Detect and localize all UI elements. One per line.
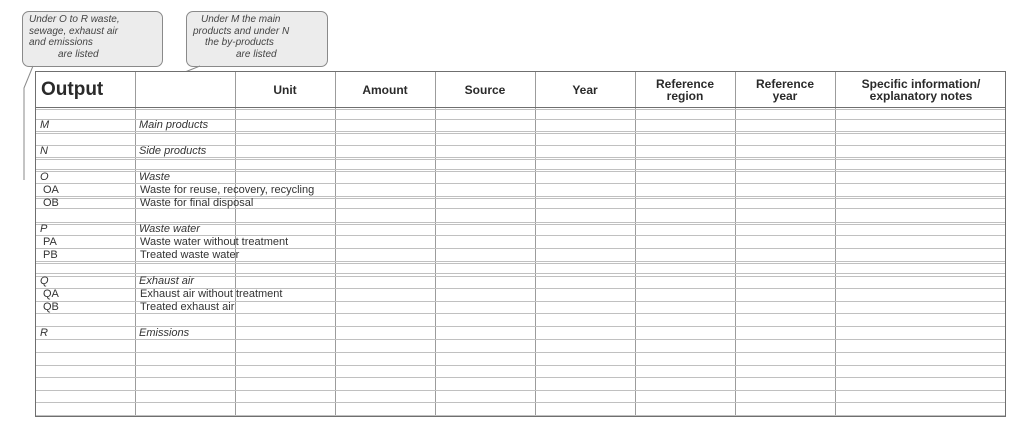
header-line: explanatory notes <box>869 88 973 103</box>
row-label: Waste for reuse, recovery, recycling <box>140 184 315 196</box>
row-code: QB <box>43 301 59 313</box>
callout-line: the by-products <box>205 37 274 48</box>
amount-header: Amount <box>362 82 408 97</box>
row-divider <box>36 109 1005 110</box>
specific-info-header <box>835 72 1007 107</box>
row-label: Exhaust air without treatment <box>140 288 283 300</box>
callout-line: Under M the main <box>201 14 281 25</box>
callout-line: products and under N <box>193 25 290 37</box>
row-code: QA <box>43 288 59 300</box>
row-divider <box>36 169 1005 170</box>
source-header: Source <box>464 82 506 97</box>
row-divider <box>36 339 1005 340</box>
row-label: Exhaust air <box>139 275 195 287</box>
row-code: PB <box>43 249 58 261</box>
row-label: Waste for final disposal <box>140 197 254 209</box>
output-header: Output <box>41 78 104 100</box>
callout-waste-note <box>22 11 163 67</box>
header-line: year <box>772 88 798 103</box>
header-divider <box>36 107 1005 108</box>
callout-products-note <box>186 11 328 67</box>
row-divider <box>36 390 1005 391</box>
row-divider <box>36 313 1005 314</box>
row-divider <box>36 415 1005 416</box>
row-code: PA <box>43 236 57 248</box>
row-code: OA <box>43 184 59 196</box>
row-divider <box>36 365 1005 366</box>
row-label: Treated exhaust air <box>140 301 235 313</box>
row-code: Q <box>40 275 49 287</box>
callout-line: are listed <box>58 48 99 60</box>
row-divider <box>36 157 1005 158</box>
row-label: Side products <box>139 145 207 157</box>
header-line: Reference <box>655 76 715 91</box>
callout-line: sewage, exhaust air <box>29 25 118 37</box>
callout-line: and emissions <box>29 37 93 48</box>
row-code: M <box>40 119 50 131</box>
row-divider <box>36 402 1005 403</box>
row-code: R <box>40 327 48 339</box>
unit-header: Unit <box>273 82 297 97</box>
row-label: Treated waste water <box>140 249 240 261</box>
row-code: O <box>40 171 49 183</box>
row-divider <box>36 263 1005 264</box>
row-label: Emissions <box>139 327 190 339</box>
row-divider <box>36 159 1005 160</box>
row-divider <box>36 131 1005 132</box>
header-line: Reference <box>755 76 815 91</box>
output-form-table <box>35 71 1006 417</box>
row-label: Waste <box>139 171 170 183</box>
row-code: P <box>40 223 48 235</box>
reference-year-header <box>735 72 835 107</box>
row-code: N <box>40 145 48 157</box>
header-line: region <box>666 88 704 103</box>
callout-line: Under O to R waste, <box>29 14 120 25</box>
year-header: Year <box>572 82 598 97</box>
row-divider <box>36 261 1005 262</box>
row-divider <box>36 377 1005 378</box>
callout-left-pointer <box>24 66 33 180</box>
row-divider <box>36 133 1005 134</box>
header-line: Specific information/ <box>861 76 981 91</box>
reference-region-header <box>635 72 735 107</box>
row-label: Waste water <box>139 223 200 235</box>
callout-line: are listed <box>236 48 277 60</box>
row-label: Waste water without treatment <box>140 236 289 248</box>
row-code: OB <box>43 197 59 209</box>
row-divider <box>36 273 1005 274</box>
row-label: Main products <box>139 119 209 131</box>
row-divider <box>36 171 1005 172</box>
row-divider <box>36 352 1005 353</box>
